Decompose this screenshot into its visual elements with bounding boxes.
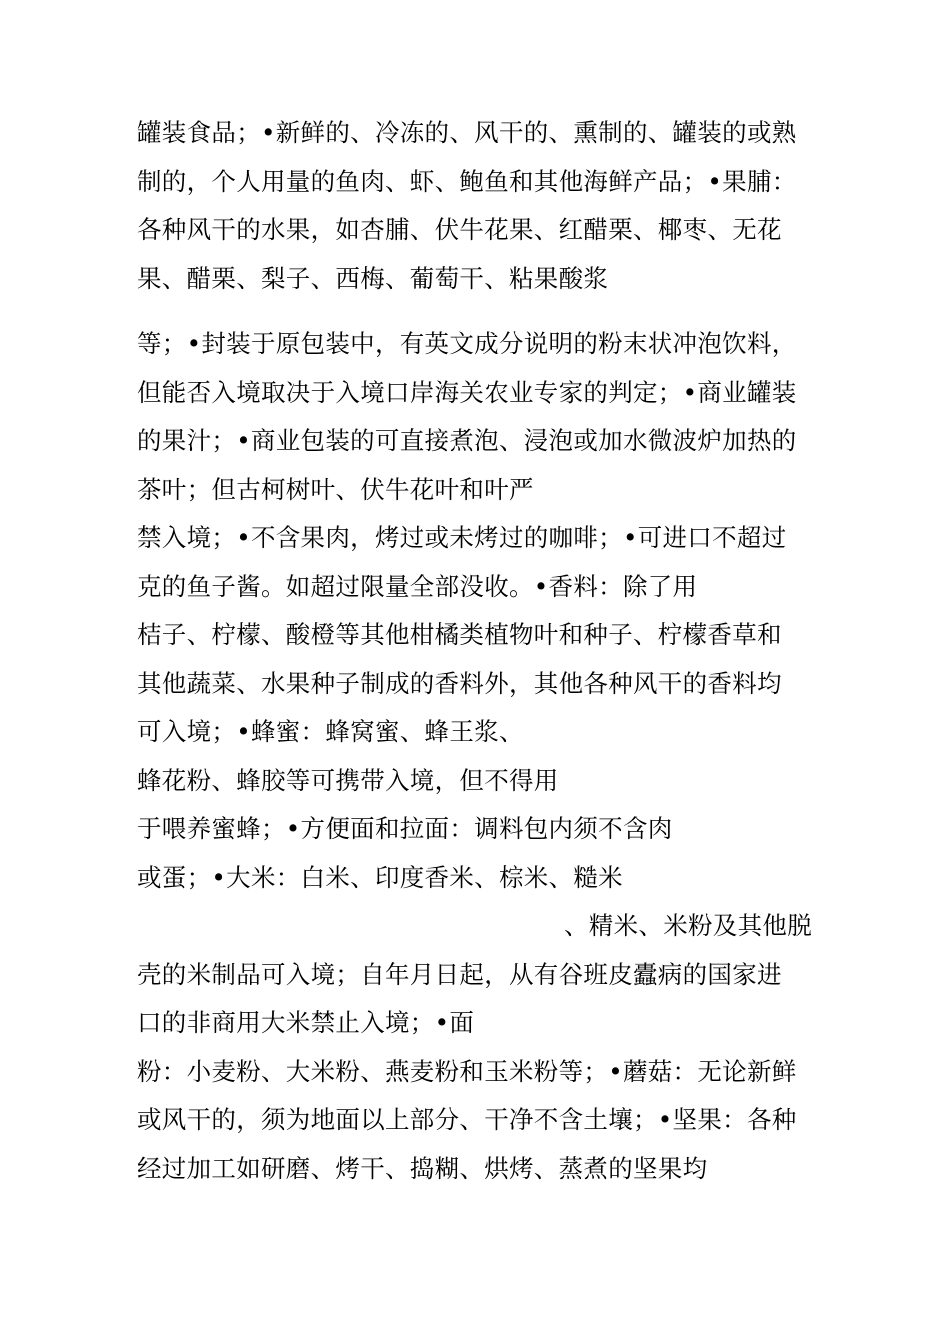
text-line: 或风干的，须为地面以上部分、干净不含土壤；•坚果：各种 — [137, 1105, 797, 1134]
text-line: 禁入境；•不含果肉，烤过或未烤过的咖啡；•可进口不超过 — [137, 523, 787, 552]
text-line: 壳的米制品可入境；自年月日起，从有谷班皮蠹病的国家进 — [137, 959, 782, 989]
text-line: 桔子、柠檬、酸橙等其他柑橘类植物叶和种子、柠檬香草和 — [137, 620, 782, 649]
text-line: 的果汁；•商业包装的可直接煮泡、浸泡或加水微波炉加热的 — [137, 426, 797, 455]
text-line: 或蛋；•大米：白米、印度香米、棕米、糙米 — [137, 862, 623, 892]
text-line: 可入境；•蜂蜜：蜂窝蜜、蜂王浆、 — [137, 717, 524, 746]
text-line: 克的鱼子酱。如超过限量全部没收。•香料：除了用 — [137, 571, 698, 601]
text-line: 罐装食品；•新鲜的、冷冻的、风干的、熏制的、罐装的或熟 — [137, 118, 797, 147]
text-line: 、精米、米粉及其他脱 — [564, 911, 812, 940]
text-line: 各种风干的水果，如杏脯、伏牛花果、红醋栗、椰枣、无花 — [137, 215, 782, 244]
text-line: 口的非商用大米禁止入境；•面 — [137, 1008, 475, 1037]
text-line: 经过加工如研磨、烤干、捣糊、烘烤、蒸煮的坚果均 — [137, 1153, 708, 1183]
text-line: 蜂花粉、蜂胶等可携带入境，但不得用 — [137, 765, 559, 795]
text-line: 粉：小麦粉、大米粉、燕麦粉和玉米粉等；•蘑菇：无论新鲜 — [137, 1056, 797, 1086]
text-line: 茶叶；但古柯树叶、伏牛花叶和叶严 — [137, 474, 534, 504]
text-line: 其他蔬菜、水果种子制成的香料外，其他各种风干的香料均 — [137, 668, 782, 698]
text-line: 于喂养蜜蜂；•方便面和拉面：调料包内须不含肉 — [137, 814, 673, 843]
text-line: 果、醋栗、梨子、西梅、葡萄干、粘果酸浆 — [137, 263, 609, 293]
text-line: 但能否入境取决于入境口岸海关农业专家的判定；•商业罐装 — [137, 377, 797, 407]
text-line: 制的，个人用量的鱼肉、虾、鲍鱼和其他海鲜产品；•果脯： — [137, 166, 797, 196]
text-line: 等；•封装于原包装中，有英文成分说明的粉末状冲泡饮料， — [137, 329, 797, 358]
document-body — [137, 109, 827, 1193]
